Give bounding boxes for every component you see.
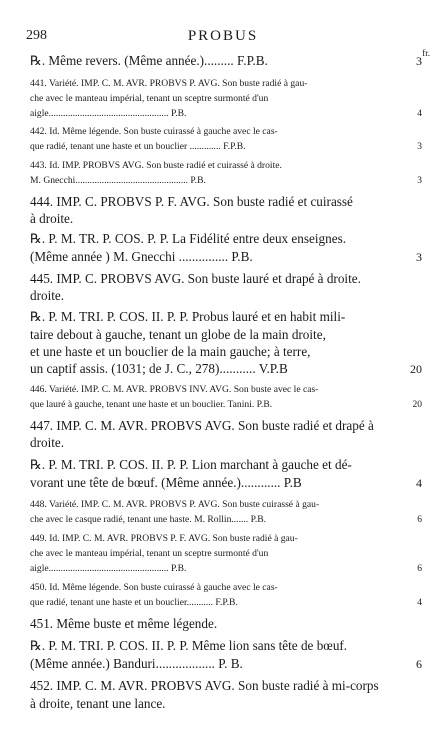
entry-line: 442. Id. Même légende. Son buste cuirassé à gauche avec le cas- xyxy=(30,126,278,137)
entry-line: ℞. P. M. TRI. P. COS. II. P. P. Même lion sans tête de bœuf. xyxy=(30,638,348,653)
entry-line: aigle.................................................. P.B. xyxy=(30,108,187,119)
price-value: 6 xyxy=(417,515,422,525)
entry-line: à droite. xyxy=(30,211,74,226)
entry-line: (Même année ) M. Gnecchi ............... P.B. xyxy=(30,249,253,264)
entry-line: droite. xyxy=(30,288,65,303)
entry-line: ℞. P. M. TRI. P. COS. II. P. P. Probus lauré et en habit mili- xyxy=(30,309,346,324)
page-number: 298 xyxy=(26,28,47,43)
entry-line: droite. xyxy=(30,435,65,450)
price-value: 3 xyxy=(416,250,422,264)
entry-line: un captif assis. (1031; de J. C., 278)........... V.P.B xyxy=(30,361,288,376)
price-value: 3 xyxy=(417,142,422,152)
page-header xyxy=(0,28,446,48)
entry-line: che avec le casque radié, tenant une haste. M. Rollin....... P.B. xyxy=(30,514,267,525)
entry-line: 452. IMP. C. M. AVR. PROBVS AVG. Son buste radié à mi-corps xyxy=(30,678,379,693)
entry-line: 441. Variété. IMP. C. M. AVR. PROBVS P. AVG. Son buste radié à gau- xyxy=(30,78,308,89)
price-value: 20 xyxy=(410,362,422,376)
price-value: 3 xyxy=(417,176,422,186)
entry-line: che avec le manteau impérial, tenant un sceptre surmonté d'un xyxy=(30,93,269,104)
entry-line: 450. Id. Même légende. Son buste cuirassé à gauche avec le cas- xyxy=(30,582,278,593)
entry-line: que radié, tenant une haste et un bouclier........... F.P.B. xyxy=(30,597,238,608)
entry-line: 447. IMP. C. M. AVR. PROBVS AVG. Son buste radié et drapé à xyxy=(30,418,374,433)
price-value: 4 xyxy=(416,476,422,490)
entry-line: aigle.................................................. P.B. xyxy=(30,563,187,574)
entry-line: et une haste et un bouclier de la main gauche; à terre, xyxy=(30,344,311,359)
entry-line: ℞. P. M. TRI. P. COS. II. P. P. Lion marchant à gauche et dé- xyxy=(30,457,352,472)
entry-line: 443. Id. IMP. PROBVS AVG. Son buste radié et cuirassé à droite. xyxy=(30,160,282,171)
price-value: 3 xyxy=(416,54,422,68)
price-value: 6 xyxy=(416,657,422,671)
entry-line: à droite, tenant une lance. xyxy=(30,696,166,711)
entry-line: (Même année.) Banduri.................. P. B. xyxy=(30,656,243,671)
entry-line: ℞. Même revers. (Même année.)......... F.P.B. xyxy=(30,53,268,68)
price-value: 6 xyxy=(417,564,422,574)
entry-line: che avec le manteau impérial, tenant un sceptre surmonté d'un xyxy=(30,548,269,559)
entry-line: 451. Même buste et même légende. xyxy=(30,616,218,631)
page-title: PROBUS xyxy=(187,28,259,44)
entry-line: ℞. P. M. TR. P. COS. P. P. La Fidélité entre deux enseignes. xyxy=(30,231,346,246)
price-value: 4 xyxy=(417,598,422,608)
price-value: 4 xyxy=(417,109,422,119)
entry-line: 449. Id. IMP. C. M. AVR. PROBVS P. F. AVG. Son buste radié à gau- xyxy=(30,533,298,544)
entry-line: vorant une tête de bœuf. (Même année.)............ P.B xyxy=(30,475,302,490)
entry-line: 444. IMP. C. PROBVS P. F. AVG. Son buste radié et cuirassé xyxy=(30,194,353,209)
entry-line: 448. Variété. IMP. C. M. AVR. PROBVS P. AVG. Son buste cuirassé à gau- xyxy=(30,499,320,510)
entry-line: que lauré à gauche, tenant une haste et un bouclier. Tanini. P.B. xyxy=(30,399,273,410)
entry-line: 445. IMP. C. PROBVS AVG. Son buste lauré et drapé à droite. xyxy=(30,271,361,286)
price-value: 20 xyxy=(412,400,422,410)
entry-line: M. Gnecchi............................................... P.B. xyxy=(30,175,206,186)
entry-line: taire debout à gauche, tenant un globe de la main droite, xyxy=(30,327,326,342)
price-column-label: fr. xyxy=(422,48,430,58)
entry-line: que radié, tenant une haste et un bouclier ............. F.P.B. xyxy=(30,141,246,152)
entry-line: 446. Variété. IMP. C. M. AVR. PROBVS INV. AVG. Son buste avec le cas- xyxy=(30,384,319,395)
